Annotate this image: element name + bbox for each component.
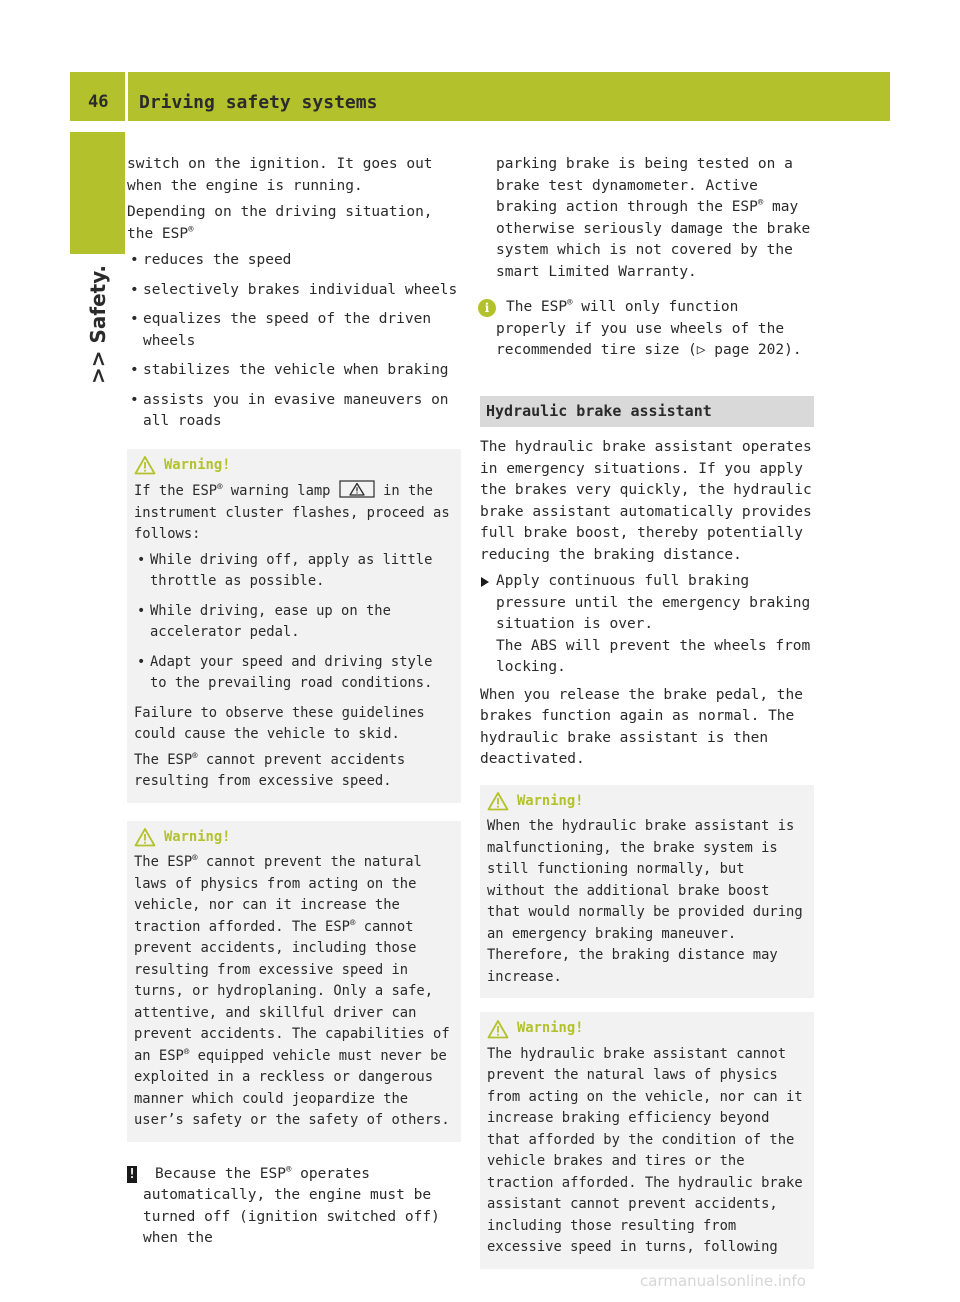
exclamation-icon: ! <box>128 1166 136 1182</box>
warning-text: The ESP® cannot prevent the natural laws of physics from acting on the vehicle, nor can it increase the traction afforded. The ESP® cannot prevent accidents, including those resulting from excessive speed in turns, or hydroplaning. Only a safe, attentive, and skillful driver can prevent accidents. The capabilities of an ESP® equipped vehicle must never be exploited in a reckless or dangerous manner which could jeopardize the user’s safety or the safety of others. <box>134 853 450 1128</box>
list-item: • While driving, ease up on the accelerator pedal. <box>134 601 454 644</box>
bullet-list <box>127 250 461 433</box>
page-number: 46 <box>88 92 109 112</box>
warning-text: Failure to observe these guidelines could cause the vehicle to skid. <box>134 704 425 742</box>
paragraph: parking brake is being tested on a brake test dynamometer. Active braking action through the ESP® may otherwise seriously damage the brake system which is not covered by the smart Limited Warranty. <box>496 156 811 280</box>
right-column <box>480 154 814 1283</box>
list-item: • stabilizes the vehicle when braking <box>127 360 461 382</box>
warning-text: The ESP® cannot prevent accidents resulting from excessive speed. <box>134 750 406 789</box>
step-item: Apply continuous full braking pressure until the emergency braking situation is over. The ABS will prevent the wheels from locking. <box>480 571 814 679</box>
list-item: • selectively brakes individual wheels <box>127 280 461 302</box>
header-divider <box>125 72 128 121</box>
side-tab <box>70 132 125 254</box>
list-item: • assists you in evasive maneuvers on all roads <box>127 390 461 433</box>
section-heading: Hydraulic brake assistant <box>480 396 814 428</box>
warning-header <box>487 1018 807 1040</box>
left-column <box>127 154 461 1258</box>
warning-text: If the ESP® warning lamp in the instrument cluster flashes, proceed as follows: <box>134 480 454 546</box>
warning-label: Warning! <box>517 1020 584 1036</box>
warning-triangle-icon <box>134 455 156 475</box>
warning-triangle-icon <box>487 1019 509 1039</box>
warning-box <box>480 785 814 999</box>
warning-label: Warning! <box>164 456 231 473</box>
warning-label: Warning! <box>517 792 584 809</box>
list-item: • While driving off, apply as little throttle as possible. <box>134 550 454 593</box>
list-item: • equalizes the speed of the driven wheels <box>127 309 461 352</box>
warning-header <box>134 455 454 477</box>
warning-text: The hydraulic brake assistant cannot prevent the natural laws of physics from acting on the vehicle, nor can it increase braking efficiency beyond that afforded by the condition of the vehicle brakes and tires or the traction afforded. The hydraulic brake assistant cannot prevent accidents, including those resulting from excessive speed in turns, following <box>487 1045 803 1255</box>
warning-box <box>127 821 461 1142</box>
watermark: carmanualsonline.info <box>640 1272 806 1290</box>
warning-bullet-list <box>134 550 454 695</box>
page-reference-arrow: ▷ <box>696 342 706 358</box>
warning-triangle-icon <box>134 827 156 847</box>
list-item: • Adapt your speed and driving style to the prevailing road conditions. <box>134 652 454 695</box>
warning-header <box>134 827 454 849</box>
paragraph: switch on the ignition. It goes out when the engine is running. <box>127 156 433 194</box>
paragraph: Depending on the driving situation, the ESP® <box>127 204 433 242</box>
warning-triangle-icon <box>487 791 509 811</box>
paragraph: The hydraulic brake assistant operates in emergency situations. If you apply the brakes very quickly, the hydraulic brake assistant automatically provides full brake boost, thereby potentially reducing the braking distance. <box>480 439 812 563</box>
page-title: Driving safety systems <box>139 92 378 113</box>
note-block: ! Because the ESP® operates automatically, the engine must be turned off (ignition switched off) when the <box>128 1164 440 1246</box>
section-side-label: >> Safety. <box>86 264 110 384</box>
esp-warning-lamp-icon <box>339 480 375 498</box>
step-result: The ABS will prevent the wheels from locking. <box>496 637 811 675</box>
list-item: • reduces the speed <box>127 250 461 272</box>
info-icon: i <box>478 299 496 317</box>
warning-label: Warning! <box>164 828 231 845</box>
warning-box <box>127 449 461 803</box>
warning-header <box>487 791 807 813</box>
info-block: i The ESP® will only function properly if you use wheels of the recommended tire size (▷ page 202). <box>480 297 814 362</box>
warning-text: When the hydraulic brake assistant is malfunctioning, the brake system is still functioning normally, but without the additional brake boost that would normally be provided during an emergency braking maneuver. Therefore, the braking distance may increase. <box>487 818 803 985</box>
paragraph: When you release the brake pedal, the brakes function again as normal. The hydraulic brake assistant is then deactivated. <box>480 686 804 767</box>
warning-box <box>480 1012 814 1269</box>
